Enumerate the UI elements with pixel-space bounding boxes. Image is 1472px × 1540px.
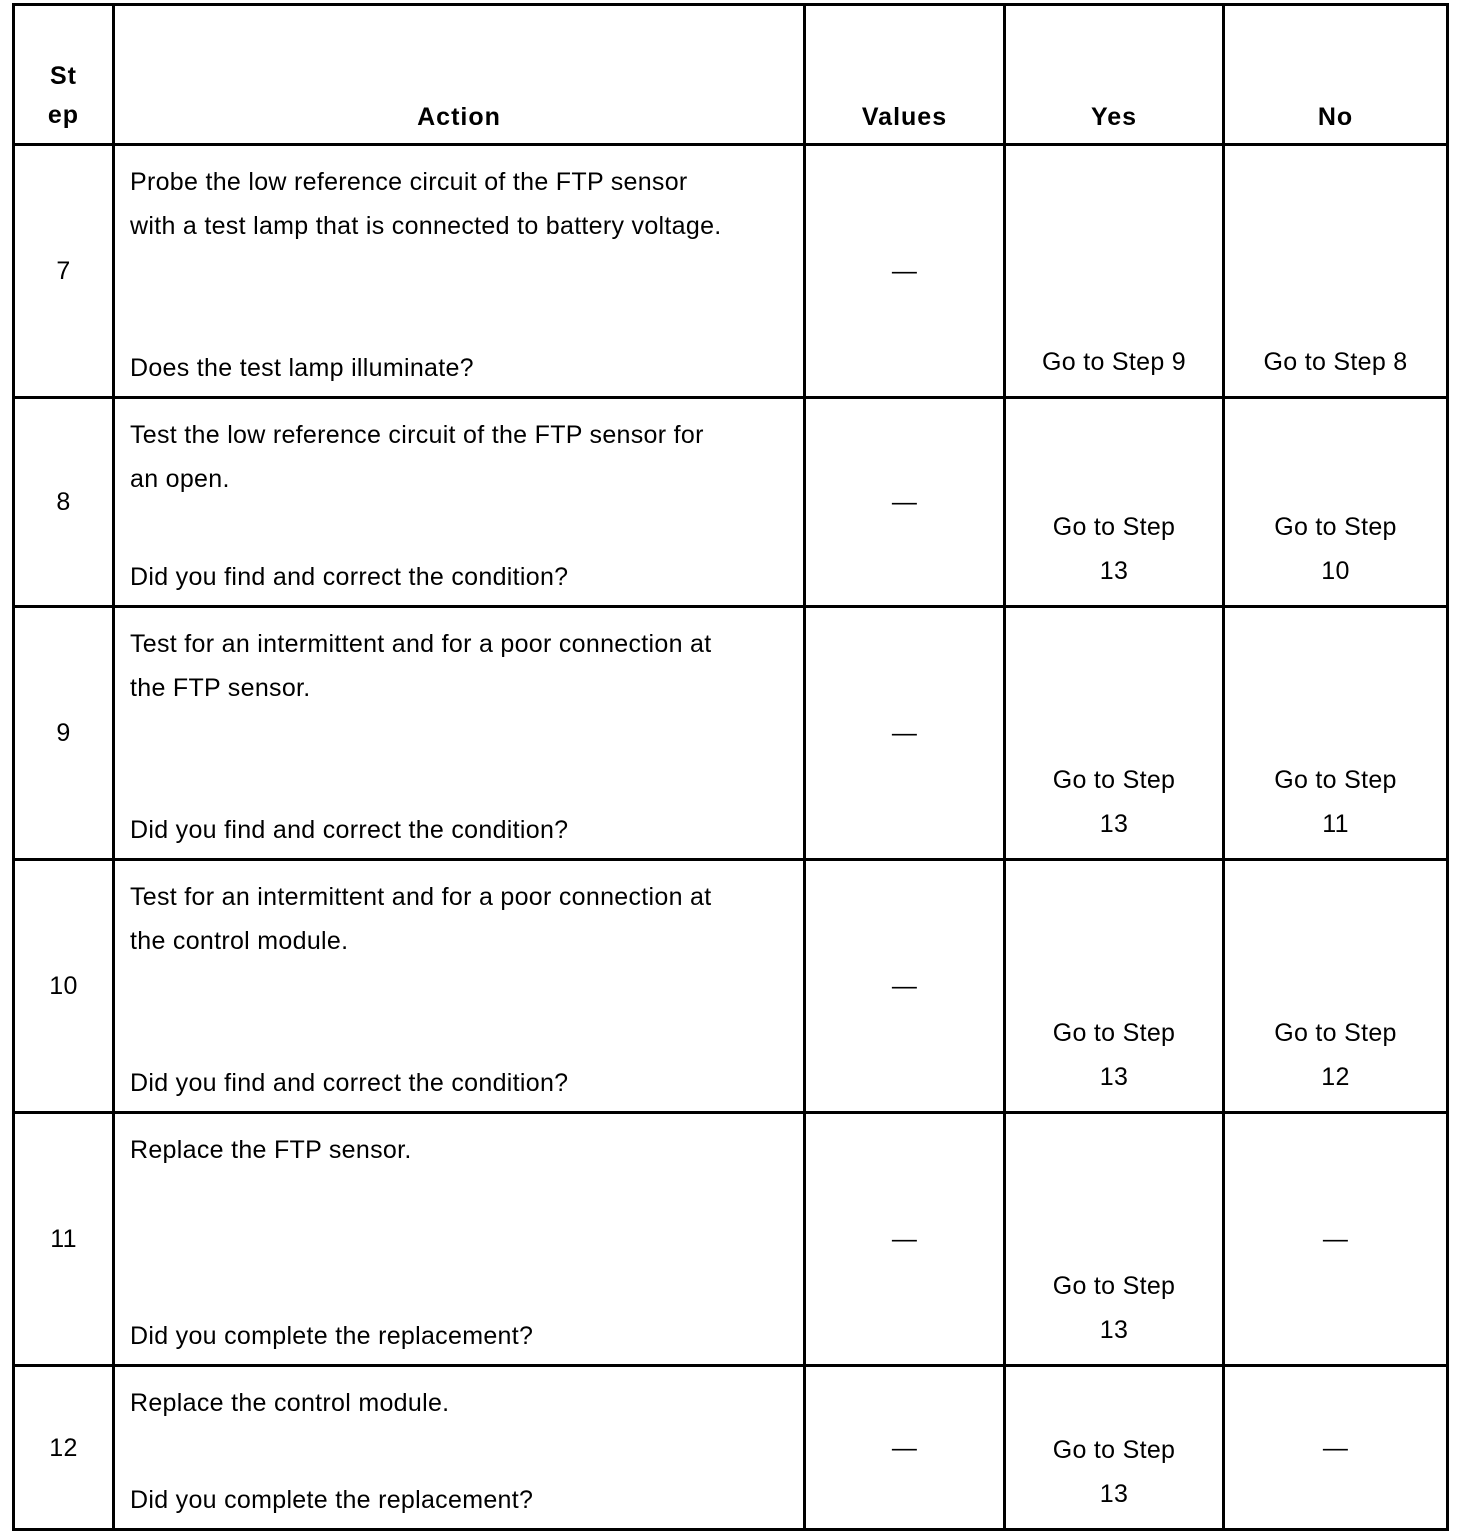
step-column-header: St ep bbox=[14, 5, 114, 145]
yes-cell bbox=[1005, 398, 1224, 607]
no-goto-text: Go to Step 11 bbox=[1274, 766, 1397, 838]
action-question: Did you complete the replacement? bbox=[130, 1322, 534, 1350]
action-instruction: Test for an intermittent and for a poor connection at the control module. bbox=[130, 883, 712, 955]
values-column-header: Values bbox=[805, 5, 1005, 145]
action-question: Did you find and correct the condition? bbox=[130, 1069, 569, 1097]
step-number: 7 bbox=[14, 145, 114, 398]
table-row bbox=[14, 607, 1448, 860]
no-cell: — bbox=[1224, 1113, 1448, 1366]
yes-cell bbox=[1005, 1113, 1224, 1366]
no-cell bbox=[1224, 398, 1448, 607]
step-number: 8 bbox=[14, 398, 114, 607]
action-question: Did you find and correct the condition? bbox=[130, 563, 569, 591]
action-instruction: Test the low reference circuit of the FTP sensor for an open. bbox=[130, 421, 704, 493]
no-goto-text: Go to Step 8 bbox=[1263, 348, 1408, 376]
value-cell: — bbox=[805, 1113, 1005, 1366]
action-instruction: Probe the low reference circuit of the FTP sensor with a test lamp that is connected to battery voltage. bbox=[130, 168, 722, 240]
yes-column-header: Yes bbox=[1005, 5, 1224, 145]
yes-goto-text: Go to Step 9 bbox=[1042, 348, 1186, 376]
yes-goto-text: Go to Step 13 bbox=[1052, 766, 1176, 838]
action-instruction: Replace the control module. bbox=[130, 1389, 450, 1417]
table-row bbox=[14, 398, 1448, 607]
table-row bbox=[14, 1113, 1448, 1366]
no-cell bbox=[1224, 860, 1448, 1113]
yes-goto-text: Go to Step 13 bbox=[1052, 1436, 1176, 1508]
no-cell: — bbox=[1224, 1366, 1448, 1530]
action-instruction: Replace the FTP sensor. bbox=[130, 1136, 412, 1164]
action-instruction: Test for an intermittent and for a poor connection at the FTP sensor. bbox=[130, 630, 712, 702]
action-cell bbox=[114, 145, 805, 398]
no-cell bbox=[1224, 607, 1448, 860]
action-column-header: Action bbox=[114, 5, 805, 145]
value-cell: — bbox=[805, 145, 1005, 398]
action-cell bbox=[114, 607, 805, 860]
action-question: Does the test lamp illuminate? bbox=[130, 354, 474, 382]
value-cell: — bbox=[805, 1366, 1005, 1530]
no-cell bbox=[1224, 145, 1448, 398]
action-cell bbox=[114, 398, 805, 607]
no-goto-text: Go to Step 12 bbox=[1274, 1019, 1397, 1091]
no-column-header: No bbox=[1224, 5, 1448, 145]
yes-cell bbox=[1005, 860, 1224, 1113]
yes-cell bbox=[1005, 607, 1224, 860]
value-cell: — bbox=[805, 607, 1005, 860]
step-number: 9 bbox=[14, 607, 114, 860]
step-number: 12 bbox=[14, 1366, 114, 1530]
yes-cell bbox=[1005, 145, 1224, 398]
table-header-row bbox=[14, 5, 1448, 145]
yes-goto-text: Go to Step 13 bbox=[1052, 1272, 1176, 1344]
value-cell: — bbox=[805, 398, 1005, 607]
step-number: 11 bbox=[14, 1113, 114, 1366]
action-cell bbox=[114, 860, 805, 1113]
step-number: 10 bbox=[14, 860, 114, 1113]
yes-goto-text: Go to Step 13 bbox=[1052, 513, 1176, 585]
diagnostic-table bbox=[12, 3, 1449, 1531]
action-cell bbox=[114, 1366, 805, 1530]
yes-goto-text: Go to Step 13 bbox=[1052, 1019, 1176, 1091]
action-cell bbox=[114, 1113, 805, 1366]
no-goto-text: Go to Step 10 bbox=[1274, 513, 1397, 585]
action-question: Did you find and correct the condition? bbox=[130, 816, 569, 844]
action-question: Did you complete the replacement? bbox=[130, 1486, 534, 1514]
yes-cell bbox=[1005, 1366, 1224, 1530]
table-row bbox=[14, 145, 1448, 398]
value-cell: — bbox=[805, 860, 1005, 1113]
table-row bbox=[14, 860, 1448, 1113]
table-row bbox=[14, 1366, 1448, 1530]
